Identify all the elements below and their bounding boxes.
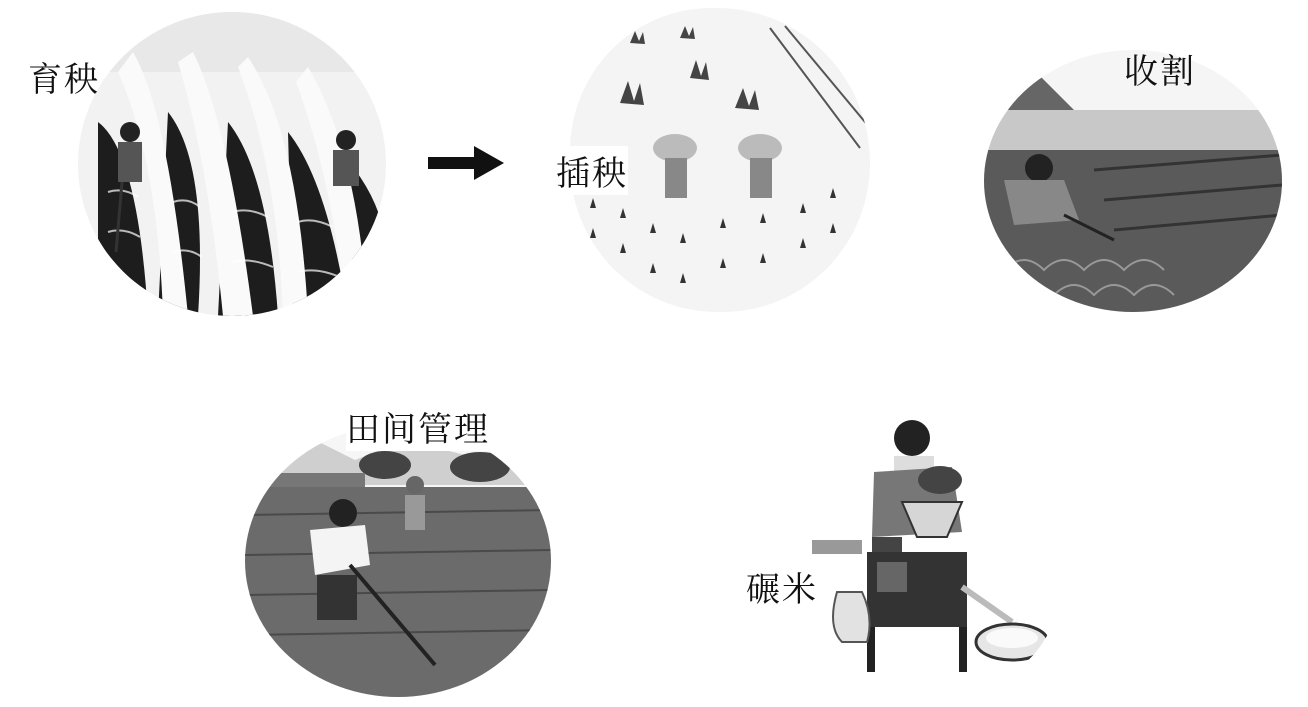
right-arrow-icon — [428, 146, 504, 180]
seedling-label: 育秧 — [28, 60, 100, 100]
seedling-nursery-illustration — [78, 12, 386, 316]
rice-milling-illustration — [812, 412, 1062, 688]
harvest-label: 收割 — [1124, 52, 1196, 92]
field-management-illustration — [245, 425, 551, 697]
transplant-label: 插秧 — [556, 146, 628, 195]
field-management-label: 田间管理 — [346, 402, 490, 451]
milling-label: 碾米 — [746, 562, 818, 611]
